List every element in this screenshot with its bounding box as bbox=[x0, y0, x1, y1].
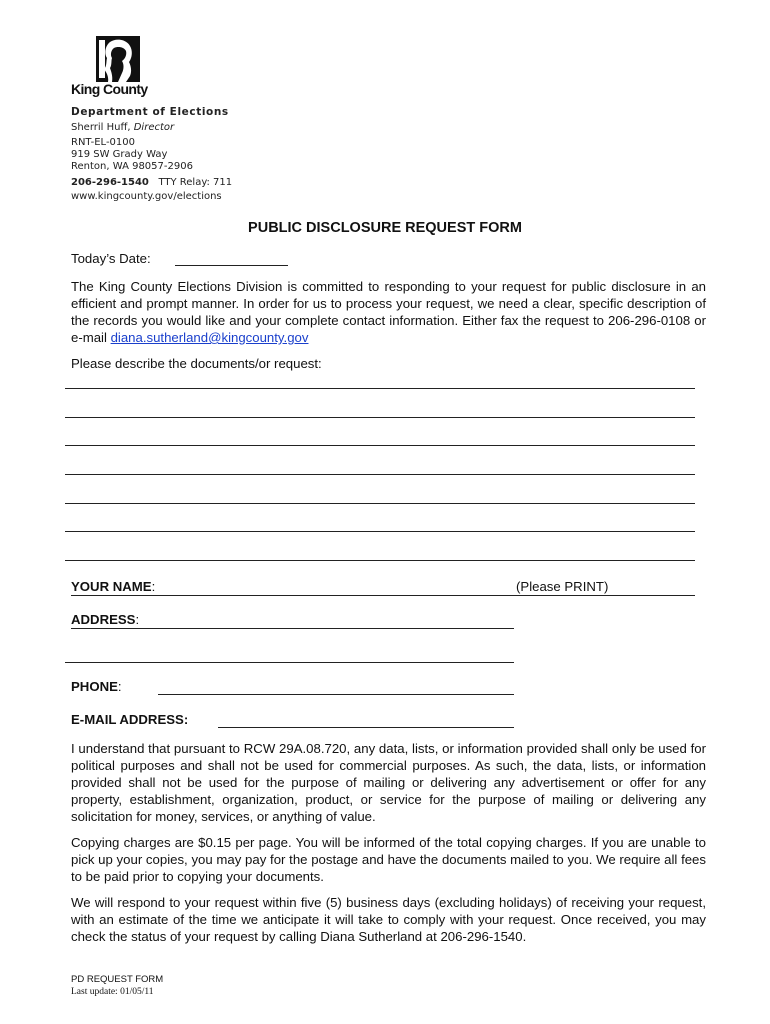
print-note: (Please PRINT) bbox=[516, 579, 609, 594]
footer-form-name: PD REQUEST FORM bbox=[71, 974, 164, 985]
name-label-group bbox=[71, 579, 155, 594]
street-address: 919 SW Grady Way bbox=[71, 149, 168, 160]
logo-text: King County bbox=[71, 81, 148, 97]
describe-label: Please describe the documents/or request: bbox=[71, 356, 322, 371]
intro-text: The King County Elections Division is committed to responding to your request for public disclosure in an efficient and prompt manner. In order for us to process your request, we need a clear, specific description of the records you would like and your complete contact information. Either fax the request to 206-296-0108 or e-mail bbox=[71, 279, 706, 345]
tty-relay: TTY Relay: 711 bbox=[158, 177, 233, 188]
name-colon: : bbox=[151, 579, 156, 594]
name-label: YOUR NAME bbox=[71, 579, 152, 594]
name-field[interactable] bbox=[71, 595, 695, 596]
response-paragraph: We will respond to your request within five (5) business days (excluding holidays) of receiving your request, with an estimate of the time we anticipate it will take to comply with your request. Once received, you may check the status of your request by calling Diana Sutherland at 206-296-1540. bbox=[71, 895, 706, 944]
description-line-5[interactable] bbox=[65, 503, 695, 504]
description-line-1[interactable] bbox=[65, 388, 695, 389]
email-field[interactable] bbox=[218, 727, 514, 728]
phone-label: PHONE bbox=[71, 679, 118, 694]
address-colon: : bbox=[135, 612, 140, 627]
description-line-3[interactable] bbox=[65, 445, 695, 446]
city-state-zip: Renton, WA 98057-2906 bbox=[71, 161, 193, 172]
email-label: E-MAIL ADDRESS: bbox=[71, 712, 189, 727]
king-county-logo-icon bbox=[96, 36, 140, 82]
rcw-paragraph: I understand that pursuant to RCW 29A.08.720, any data, lists, or information provided shall only be used for political purposes and shall not be used for commercial purposes. As such, the data, lists, or information provided shall not be used for the purpose of mailing or delivering any advertisement or offer for any property, establishment, organization, product, or service for the purpose of mailing or delivering any solicitation for money, services, or anything of value. bbox=[71, 741, 706, 824]
website: www.kingcounty.gov/elections bbox=[71, 191, 222, 202]
description-line-2[interactable] bbox=[65, 417, 695, 418]
address-label: ADDRESS bbox=[71, 612, 136, 627]
copying-charges-paragraph: Copying charges are $0.15 per page. You will be informed of the total copying charges. If you are unable to pick up your copies, you may pay for the postage and have the documents mailed to you. We require all fees to be paid prior to copying your documents. bbox=[71, 835, 706, 884]
director-line bbox=[71, 122, 174, 134]
description-line-6[interactable] bbox=[65, 531, 695, 532]
footer-last-update: Last update: 01/05/11 bbox=[71, 987, 154, 997]
director-name: Sherril Huff, bbox=[71, 122, 134, 133]
phone-field[interactable] bbox=[158, 694, 514, 695]
department-phone: 206-296-1540 bbox=[71, 177, 149, 188]
intro-paragraph bbox=[71, 278, 706, 346]
date-field[interactable] bbox=[175, 265, 288, 266]
phone-label-group bbox=[71, 679, 122, 694]
date-label: Today’s Date: bbox=[71, 251, 151, 266]
address-label-group bbox=[71, 612, 139, 627]
address-field-1[interactable] bbox=[71, 628, 514, 629]
phone-colon: : bbox=[117, 679, 122, 694]
department-name: Department of Elections bbox=[71, 106, 229, 118]
mailstop: RNT-EL-0100 bbox=[71, 137, 135, 148]
description-line-4[interactable] bbox=[65, 474, 695, 475]
phone-line bbox=[71, 177, 232, 189]
description-line-7[interactable] bbox=[65, 560, 695, 561]
email-link[interactable]: diana.sutherland@kingcounty.gov bbox=[110, 330, 309, 345]
form-title: PUBLIC DISCLOSURE REQUEST FORM bbox=[248, 220, 522, 236]
director-title: Director bbox=[133, 122, 175, 133]
address-field-2[interactable] bbox=[65, 662, 514, 663]
